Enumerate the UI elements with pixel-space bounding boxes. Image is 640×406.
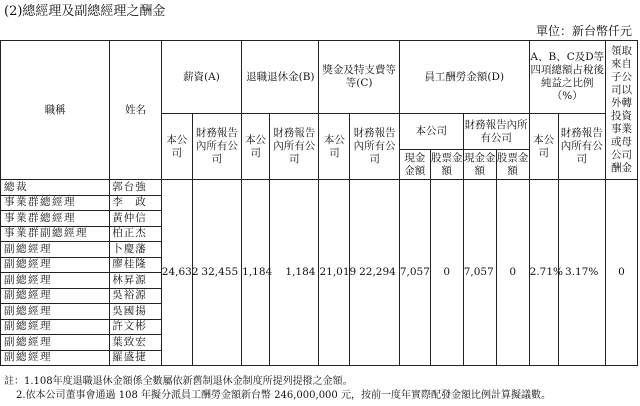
- position-cell: 副總經理: [1, 335, 110, 351]
- name-cell: 李 政: [110, 195, 162, 211]
- bonus-consolidated-value: 22,294: [350, 180, 399, 366]
- position-cell: 副總經理: [1, 350, 110, 366]
- header-position: 職稱: [1, 41, 110, 180]
- header-emp-consolidated-stock: 股票金額: [496, 150, 529, 180]
- unit-label: 單位：新台幣仟元: [535, 24, 632, 38]
- footnotes: [4, 375, 551, 403]
- ratio-company-value: 2.71%: [529, 180, 558, 366]
- bonus-company-value: 21,019: [319, 180, 350, 366]
- position-cell: 副總經理: [1, 319, 110, 335]
- footnote-2: 2.依本公司董事會通過 108 年擬分派員工酬勞金額新台幣 246,000,000 元，按前一度年實際配發金額比例計算擬議數。: [16, 390, 551, 401]
- position-cell: 副總經理: [1, 257, 110, 273]
- header-bonus: 獎金及特支費等等(C): [319, 41, 399, 114]
- header-ratio-company: 本公司: [529, 114, 558, 180]
- name-cell: 廖桂隆: [110, 257, 162, 273]
- name-cell: 吳裕源: [110, 288, 162, 304]
- position-cell: 總裁: [1, 180, 110, 196]
- header-salary-consolidated: 財務報告內所有公司: [192, 114, 241, 180]
- name-cell: 葉致宏: [110, 335, 162, 351]
- header-name: 姓名: [110, 41, 162, 180]
- header-retirement-company: 本公司: [242, 114, 270, 180]
- header-salary-company: 本公司: [161, 114, 192, 180]
- position-cell: 事業群副總經理: [1, 226, 110, 242]
- table-body: [1, 180, 638, 366]
- table-row: [1, 180, 638, 196]
- name-cell: 郭台強: [110, 180, 162, 196]
- name-cell: 卜慶藩: [110, 242, 162, 258]
- emp-company-cash-value: 7,057: [399, 180, 430, 366]
- header-salary: 薪資(A): [161, 41, 241, 114]
- header-retirement-consolidated: 財務報告內所有公司: [269, 114, 318, 180]
- header-retirement: 退職退休金(B): [242, 41, 319, 114]
- header-bonus-company: 本公司: [319, 114, 350, 180]
- name-cell: 林昇源: [110, 273, 162, 289]
- header-bonus-consolidated: 財務報告內所有公司: [350, 114, 399, 180]
- position-cell: 事業群總經理: [1, 195, 110, 211]
- section-title: (2)總經理及副總經理之酬金: [4, 4, 166, 19]
- name-cell: 吳國揚: [110, 304, 162, 320]
- position-cell: 事業群總經理: [1, 211, 110, 227]
- header-emp-company: 本公司: [399, 114, 463, 150]
- name-cell: 羅盛捷: [110, 350, 162, 366]
- ratio-consolidated-value: 3.17%: [558, 180, 605, 366]
- position-cell: 副總經理: [1, 304, 110, 320]
- retirement-consolidated-value: 1,184: [269, 180, 318, 366]
- header-ratio-consolidated: 財務報告內所有公司: [558, 114, 605, 180]
- compensation-table: [0, 40, 638, 366]
- emp-company-stock-value: 0: [430, 180, 463, 366]
- header-ratio: A、B、C及D等四項總額占稅後純益之比例（%）: [529, 41, 605, 114]
- position-cell: 副總經理: [1, 242, 110, 258]
- salary-company-value: 24,632: [161, 180, 192, 366]
- emp-consolidated-cash-value: 7,057: [463, 180, 496, 366]
- header-emp-consolidated-cash: 現金金額: [463, 150, 496, 180]
- salary-consolidated-value: 32,455: [192, 180, 241, 366]
- header-emp-company-cash: 現金金額: [399, 150, 430, 180]
- name-cell: 黃仲信: [110, 211, 162, 227]
- position-cell: 副總經理: [1, 273, 110, 289]
- footnote-1: 註：1.108年度退職退休金額係全數屬依新舊制退休金制度所提列提撥之金額。: [4, 376, 353, 387]
- header-other: 領取來自子公司以外轉投資事業或母公司酬金: [605, 41, 637, 180]
- name-cell: 柏正杰: [110, 226, 162, 242]
- name-cell: 許文彬: [110, 319, 162, 335]
- position-cell: 副總經理: [1, 288, 110, 304]
- header-emp-consolidated: 財務報告內所有公司: [463, 114, 529, 150]
- retirement-company-value: 1,184: [242, 180, 270, 366]
- header-employee-comp: 員工酬勞金額(D): [399, 41, 529, 114]
- header-emp-company-stock: 股票金額: [430, 150, 463, 180]
- emp-consolidated-stock-value: 0: [496, 180, 529, 366]
- other-comp-value: 0: [605, 180, 637, 366]
